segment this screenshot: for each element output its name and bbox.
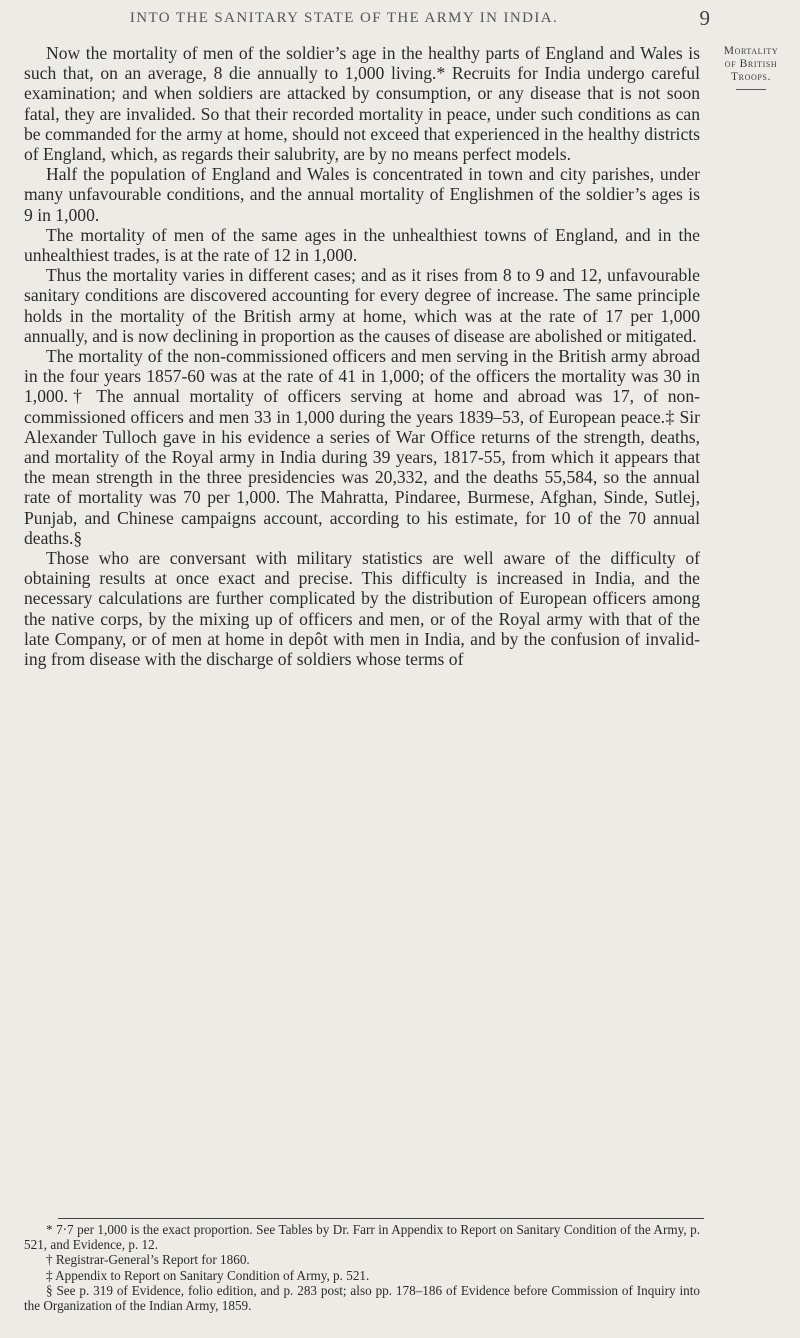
paragraph: Now the mortality of men of the soldier’s age in the healthy parts of England and Wales is such that, on an average, 8 die annually to 1,000 living.* Recruits for India undergo careful examination; and when soldiers are attacked by consumption, or any disease that is not soon fatal, they are invalided. So that their recorded mortality in peace, under such conditions as can be commanded for the army at home, should not exceed that experienced in the healthy districts of England, which, as regards their salubrity, are by no means perfect models. <box>24 43 700 165</box>
margin-note-line: Mortality <box>723 45 779 57</box>
footnote: † Registrar-General’s Report for 1860. <box>46 1252 250 1268</box>
paragraph: Those who are conversant with military statistics are well aware of the difficulty of obtaining results at once exact and precise. This difficulty is increased in India, and the necessary calculations are further complicated by the distribution of European officers among the native corps, by the mixing up of officers and men, or of the Royal army with that of the late Company, or of men at home in depôt with men in India, and by the confusion of invaliding from disease with the discharge of soldiers whose terms of <box>24 548 700 670</box>
margin-note-line: of British <box>724 58 778 70</box>
margin-note-line: Troops. <box>731 71 771 83</box>
footnote: ‡ Appendix to Report on Sanitary Condition of Army, p. 521. <box>46 1267 370 1283</box>
paragraph: Half the population of England and Wales is concentrated in town and city parishes, under many unfavourable conditions, and the annual mortality of Englishmen of the soldier’s ages is 9 in 1,000. <box>24 164 700 225</box>
running-title: INTO THE SANITARY STATE OF THE ARMY IN INDIA. <box>129 10 559 26</box>
paragraph: The mortality of the non-commissioned officers and men serving in the British army abroad in the four years 1857-60 was at the rate of 41 in 1,000; of the officers the mortality was 30 in 1,000.† The annual mortality of officers serving at home and abroad was 17, of non-commissioned officers and men 33 in 1,000 during the years 1839–53, of European peace.‡ Sir Alexander Tulloch gave in his evidence a series of War Office returns of the strength, deaths, and mortality of the Royal army in India during 39 years, 1817-55, from which it appears that the mean strength in the three presidencies was 20,332, and the deaths 55,584, so the annual rate of mortality was 70 per 1,000. The Mahratta, Pindaree, Burmese, Afghan, Sinde, Sutlej, Punjab, and Chinese campaigns account, according to his estimate, for 10 of the 70 annual deaths.§ <box>24 346 700 548</box>
paragraph: The mortality of men of the same ages in the unhealthiest towns of England, and in the unhealthiest trades, is at the rate of 12 in 1,000. <box>24 224 700 266</box>
margin-note-rule <box>736 89 766 90</box>
page-number: 9 <box>699 6 710 30</box>
footnote: § See p. 319 of Evidence, folio edition, and p. 283 post; also pp. 178–186 of Evidence before Commission of Inquiry into the Organization of the Indian Army, 1859. <box>24 1282 700 1314</box>
paragraph: Thus the mortality varies in different cases; and as it rises from 8 to 9 and 12, unfavourable sanitary conditions are discovered accounting for every degree of increase. The same principle holds in the mortality of the British army at home, which was at the rate of 17 per 1,000 annually, and is now declining in proportion as the causes of disease are abolished or mitigated. <box>24 265 700 346</box>
footnotes <box>24 1222 700 1313</box>
margin-note <box>708 45 794 90</box>
footnote-divider <box>58 1218 704 1219</box>
body-text <box>24 43 700 669</box>
footnote: * 7·7 per 1,000 is the exact proportion. See Tables by Dr. Farr in Appendix to Report on Sanitary Condition of the Army, p. 521, and Evidence, p. 12. <box>24 1222 700 1253</box>
running-head <box>24 4 724 34</box>
